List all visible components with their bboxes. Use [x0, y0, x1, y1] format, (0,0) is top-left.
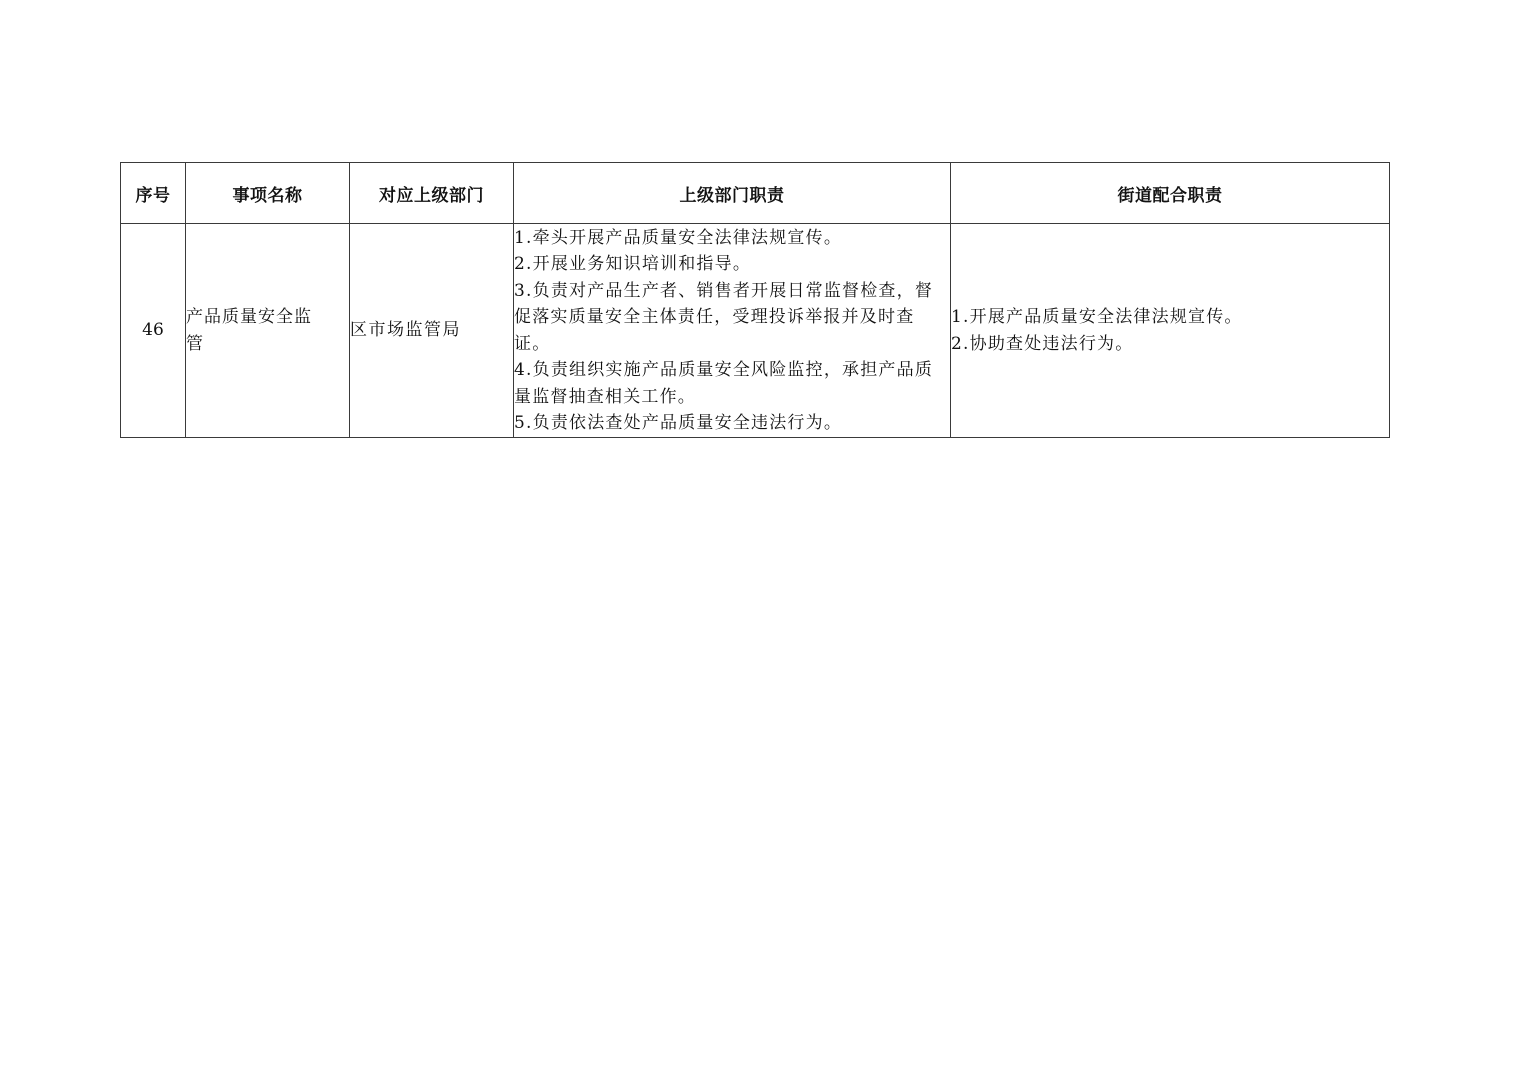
header-dept-duties: 上级部门职责 — [514, 163, 951, 224]
cell-street-duties — [951, 224, 1390, 438]
dept-duty-item: 2.开展业务知识培训和指导。 — [514, 254, 752, 274]
duty-table — [120, 162, 1390, 438]
header-department: 对应上级部门 — [350, 163, 514, 224]
cell-department — [350, 224, 514, 438]
header-item-name: 事项名称 — [186, 163, 350, 224]
cell-item-name — [186, 224, 350, 438]
header-street-duties: 街道配合职责 — [951, 163, 1390, 224]
street-duty-item: 1.开展产品质量安全法律法规宣传。 — [951, 307, 1243, 327]
item-name-text: 产品质量安全监管 — [186, 307, 312, 354]
dept-duty-item: 5.负责依法查处产品质量安全违法行为。 — [514, 413, 843, 433]
dept-duty-item: 3.负责对产品生产者、销售者开展日常监督检查，督促落实质量安全主体责任，受理投诉举报并及时查证。 — [514, 280, 934, 354]
dept-duty-item: 1.牵头开展产品质量安全法律法规宣传。 — [514, 227, 843, 248]
department-text: 区市场监管局 — [350, 320, 461, 341]
cell-dept-duties — [514, 224, 951, 438]
header-index: 序号 — [121, 163, 186, 224]
cell-index: 46 — [121, 224, 186, 438]
dept-duty-item: 4.负责组织实施产品质量安全风险监控，承担产品质量监督抽查相关工作。 — [514, 360, 934, 407]
table-row — [121, 224, 1390, 438]
table-header-row — [121, 163, 1390, 224]
street-duty-item: 2.协助查处违法行为。 — [951, 333, 1134, 354]
